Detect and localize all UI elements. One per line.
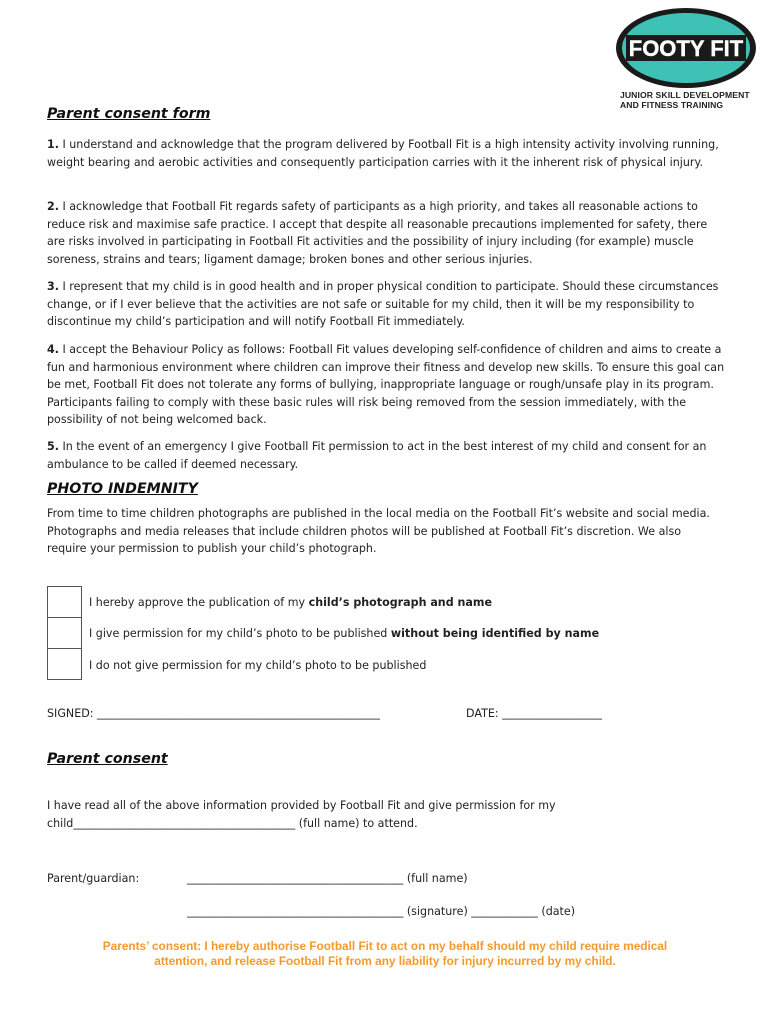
consent-item-number: 5. [47, 440, 59, 453]
logo-subtitle [620, 90, 761, 110]
checkbox-photo-without-name[interactable] [47, 617, 82, 648]
photo-indemnity-text: From time to time children photographs are published in the local media on the Football Fit’s website and social media. Photographs and media releases that include children photos will be published at Football Fit’s discretion. We also require your permission to publish your child’s photograph. [47, 507, 710, 556]
signed-field[interactable]: SIGNED: ___________________________________________________ [47, 707, 380, 720]
guardian-signature-date-field[interactable]: _______________________________________ (signature) ____________ (date) [187, 905, 576, 918]
football-logo-graphic [615, 6, 761, 88]
logo-title: FOOTY FIT [628, 36, 744, 61]
consent-item-3 [47, 278, 727, 331]
option-text: I give permission for my child’s photo to be published [89, 627, 391, 640]
option-text: I hereby approve the publication of my [89, 596, 309, 609]
logo-subtitle-line1: JUNIOR SKILL DEVELOPMENT [620, 90, 750, 100]
note-line1: Parents’ consent: I hereby authorise Football Fit to act on my behalf should my child require medical [102, 939, 668, 953]
consent-item-1 [47, 136, 727, 171]
option-no-photo [89, 658, 426, 674]
consent-item-text: In the event of an emergency I give Football Fit permission to act in the best interest of my child and consent for an ambulance to be called if deemed necessary. [47, 440, 707, 471]
date-field[interactable]: DATE: __________________ [466, 707, 602, 720]
footy-fit-logo [615, 6, 761, 110]
option-bold-text: child’s photograph and name [308, 596, 492, 609]
consent-item-2 [47, 198, 727, 268]
consent-item-text: I acknowledge that Football Fit regards safety of participants as a high priority, and takes all reasonable actions to reduce risk and maximise safe practice. I accept that despite all reasonable precautions implemented for safety, there are risks involved in participating in Football Fit activities and the possibility of injury including (for example) muscle soreness, strains and tears; ligament damage; broken bones and other serious injuries. [47, 200, 708, 266]
consent-item-text: I represent that my child is in good health and in proper physical condition to participate. Should these circumstances change, or if I ever believe that the activities are not safe or suitable for my child, then it will be my responsibility to discontinue my child’s participation and will notify Football Fit immediately. [47, 280, 719, 329]
note-line2: attention, and release Football Fit from any liability for injury incurred by my child. [154, 954, 616, 968]
consent-item-number: 3. [47, 280, 59, 293]
child-full-name-field[interactable]: ________________________________________ [73, 817, 296, 830]
photo-indemnity-heading: PHOTO INDEMNITY [47, 481, 198, 497]
checkbox-no-photo[interactable] [47, 648, 82, 680]
option-bold-text: without being identified by name [390, 627, 600, 640]
parents-consent-note [60, 939, 710, 969]
parent-consent-heading: Parent consent [47, 751, 168, 767]
photo-permission-checkboxes [47, 586, 82, 680]
attend-text: (full name) to attend. [295, 817, 418, 830]
parent-consent-line2 [47, 816, 418, 832]
consent-form-heading: Parent consent form [47, 106, 211, 122]
option-approve-photo-and-name [89, 595, 492, 611]
guardian-label: Parent/guardian: [47, 872, 140, 885]
consent-item-5 [47, 438, 727, 473]
consent-item-number: 2. [47, 200, 59, 213]
consent-item-text: I accept the Behaviour Policy as follows: Football Fit values developing self-confidence of children and aims to create a fun and harmonious environment where children can improve their fitness and develop new skills. To ensure this goal can be met, Football Fit does not tolerate any forms of bullying, inappropriate language or rough/unsafe play in its program. Participants failing to comply with these basic rules will risk being removed from the session immediately, with the possibility of not being welcomed back. [47, 343, 725, 427]
child-label: child [47, 817, 74, 830]
parent-consent-line1: I have read all of the above information provided by Football Fit and give permission for my [47, 799, 556, 812]
consent-item-number: 4. [47, 343, 59, 356]
option-text: I do not give permission for my child’s photo to be published [89, 659, 427, 672]
option-photo-without-name [89, 626, 599, 642]
guardian-full-name-field[interactable]: _______________________________________ (full name) [187, 872, 468, 885]
consent-item-number: 1. [47, 138, 59, 151]
checkbox-approve-photo-and-name[interactable] [47, 586, 82, 617]
consent-item-text: I understand and acknowledge that the program delivered by Football Fit is a high intensity activity involving running, weight bearing and aerobic activities and consequently participation carries with it the inherent risk of physical injury. [47, 138, 719, 169]
consent-item-4 [47, 341, 727, 429]
logo-subtitle-line2: AND FITNESS TRAINING [620, 100, 724, 110]
